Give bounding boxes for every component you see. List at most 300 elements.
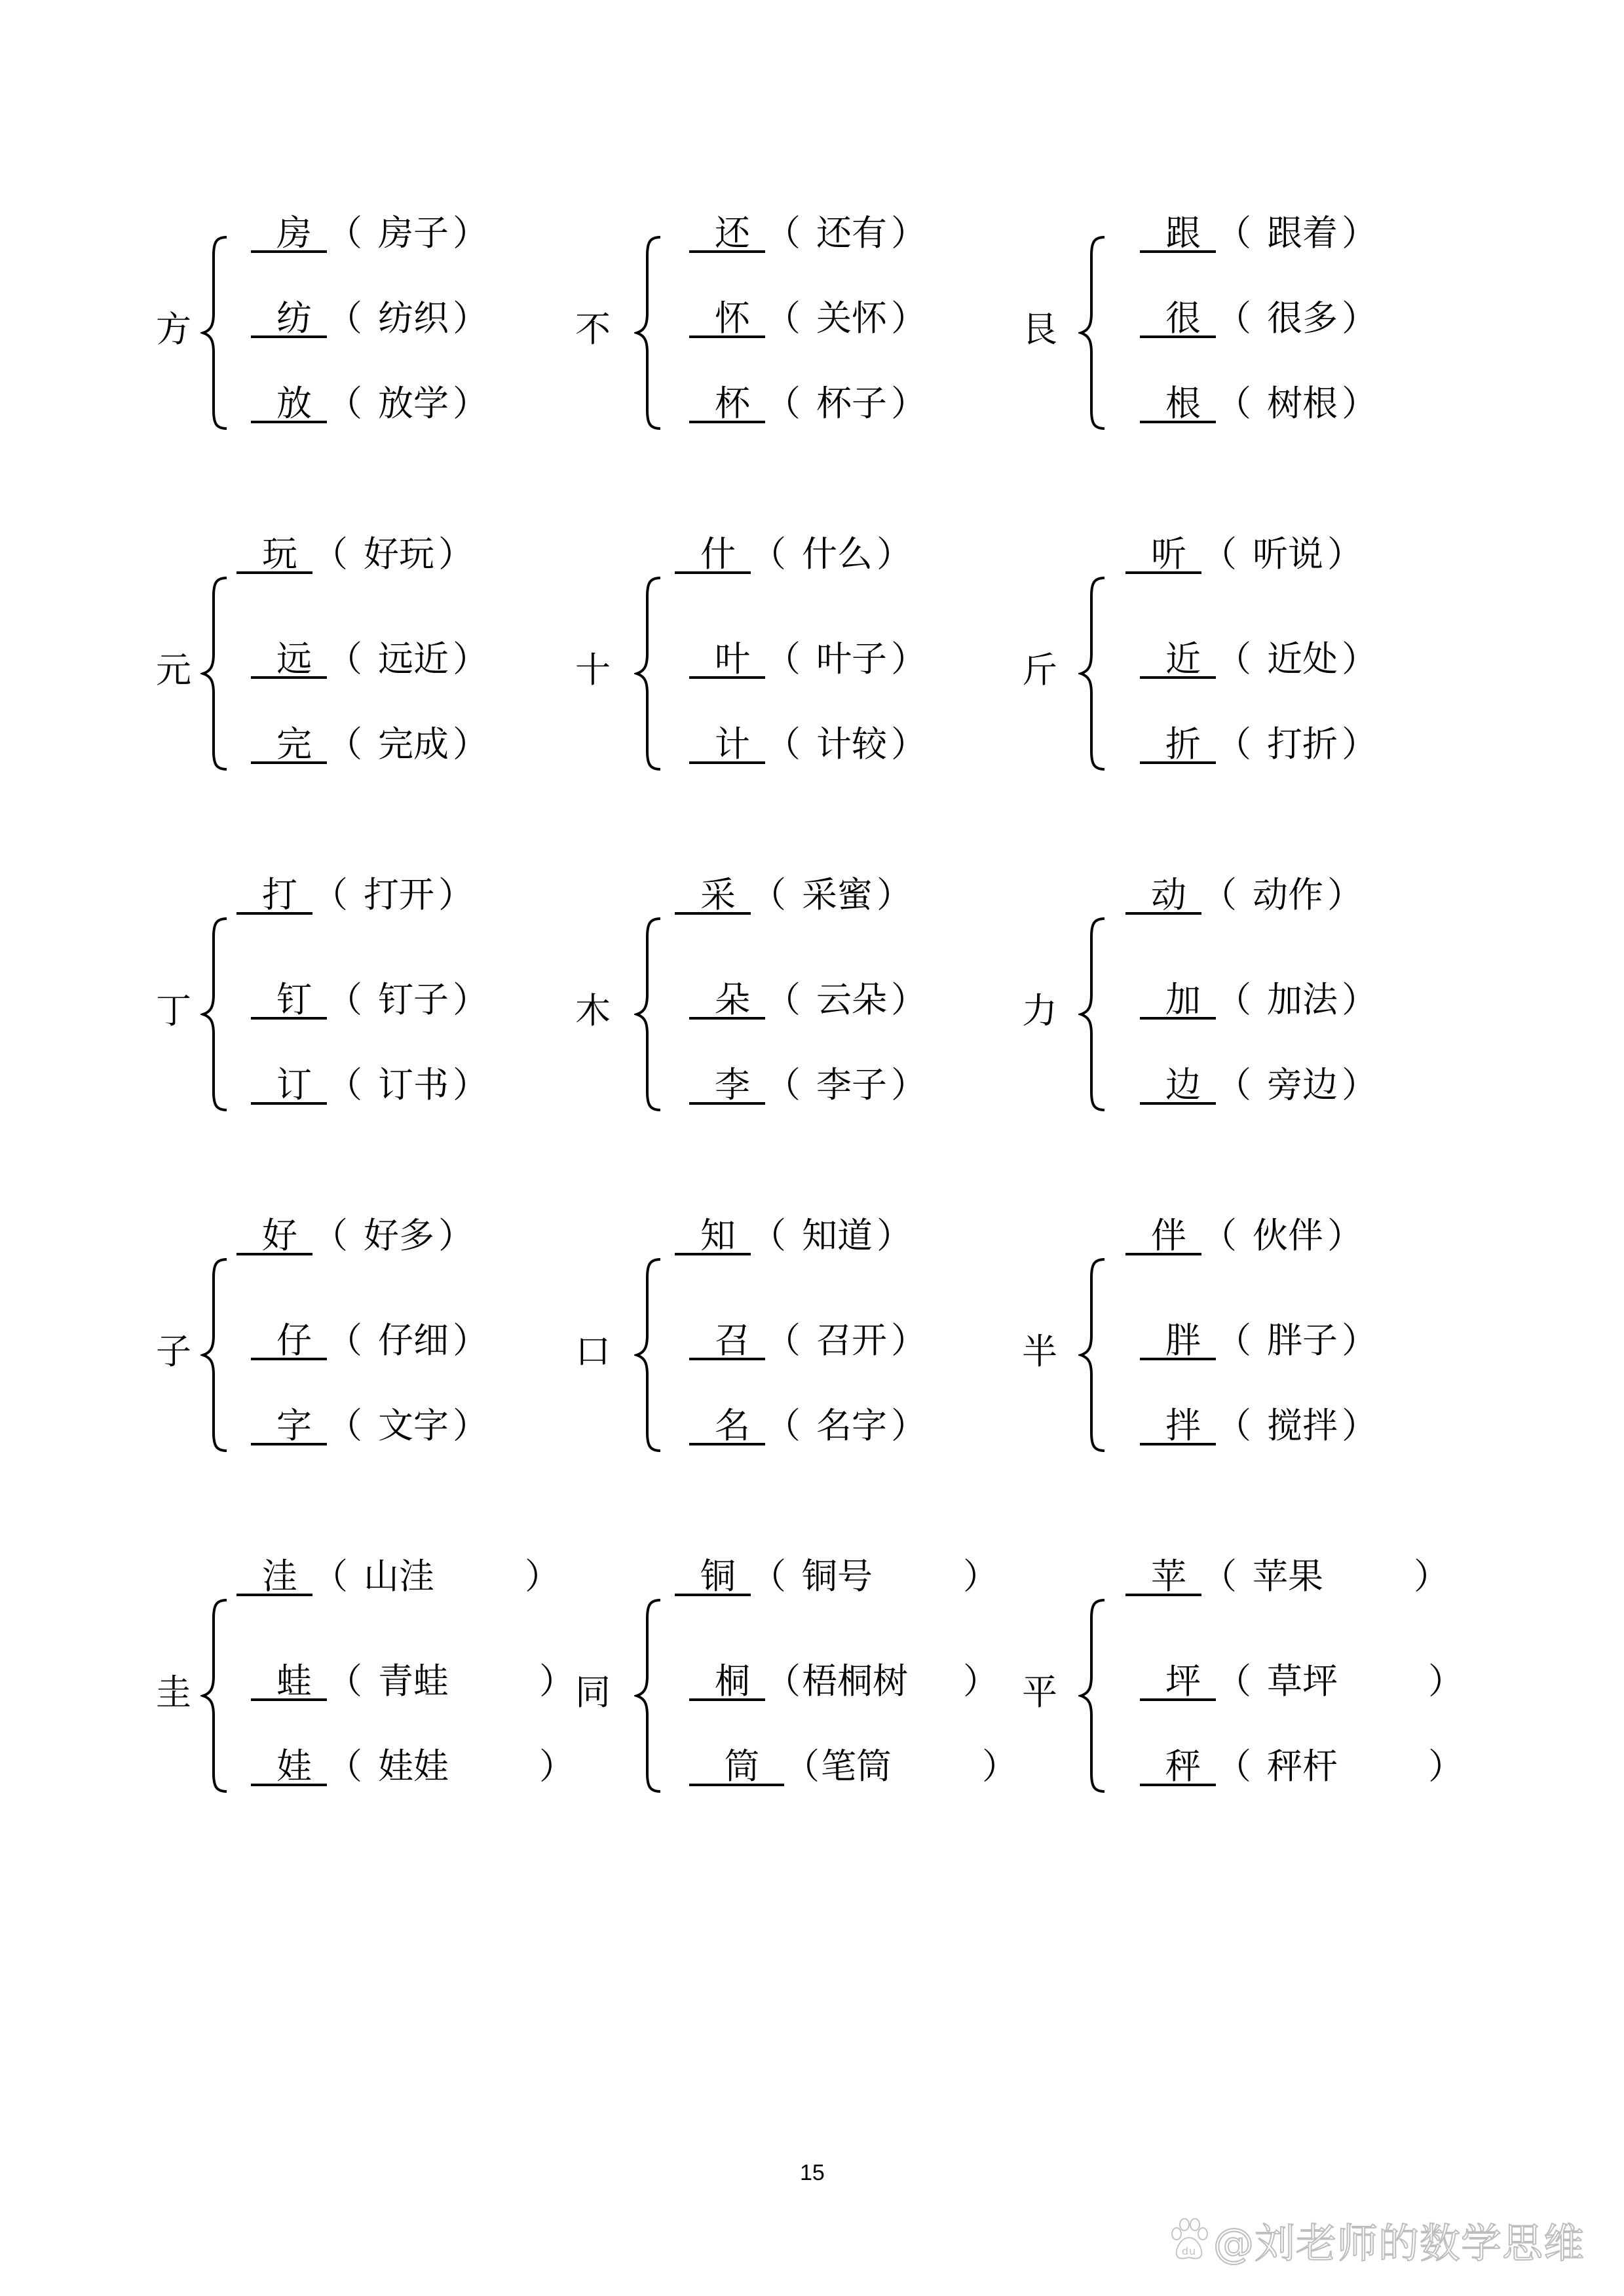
answer-blank[interactable]	[689, 1748, 784, 1786]
example-word: 娃娃	[378, 1746, 449, 1787]
answer-char: 边	[1165, 1064, 1201, 1105]
answer-char: 筒	[724, 1746, 760, 1787]
answer-blank[interactable]	[1140, 638, 1216, 679]
answer-blank[interactable]	[689, 1064, 765, 1105]
answer-blank[interactable]	[236, 1217, 312, 1255]
word-entry	[1140, 1660, 1463, 1702]
word-entry	[689, 1064, 926, 1106]
example-word: 胖子	[1267, 1320, 1338, 1361]
word-entry	[689, 1322, 924, 1362]
answer-char: 什	[700, 533, 736, 575]
open-paren: （	[1216, 1746, 1251, 1787]
open-paren: （	[312, 533, 348, 575]
word-entry	[1140, 979, 1377, 1021]
answer-blank[interactable]	[1125, 1217, 1201, 1255]
open-paren: （	[1201, 1556, 1237, 1597]
word-entry	[689, 1660, 998, 1702]
open-paren: （	[784, 1746, 820, 1787]
answer-char: 放	[276, 383, 312, 424]
close-paren: ）	[1342, 638, 1377, 679]
answer-blank[interactable]	[689, 638, 765, 679]
open-paren: （	[751, 1556, 786, 1597]
open-paren: （	[765, 1405, 801, 1446]
answer-blank[interactable]	[251, 638, 327, 679]
open-paren: （	[327, 297, 362, 339]
radical-char: 十	[575, 649, 611, 691]
close-paren: ）	[1428, 1660, 1463, 1702]
close-paren: ）	[891, 1320, 926, 1361]
answer-blank[interactable]	[1140, 723, 1216, 765]
open-paren: （	[1216, 723, 1251, 765]
close-paren: ）	[1342, 1405, 1377, 1446]
left-brace-icon	[1078, 577, 1107, 771]
example-word: 动作	[1253, 874, 1323, 915]
close-paren: ）	[891, 212, 926, 254]
example-word: 好玩	[364, 533, 434, 575]
example-word: 纺织	[378, 297, 449, 339]
answer-char: 怀	[715, 297, 750, 339]
example-word: 钉子	[378, 979, 449, 1020]
radical-char: 木	[575, 990, 611, 1031]
word-entry	[251, 1405, 488, 1447]
answer-blank[interactable]	[251, 1660, 327, 1702]
example-word: 叶子	[816, 638, 887, 679]
answer-blank[interactable]	[1140, 212, 1216, 254]
example-word: 草坪	[1267, 1660, 1338, 1702]
open-paren: （	[312, 1556, 348, 1597]
open-paren: （	[327, 1320, 362, 1361]
answer-blank[interactable]	[689, 979, 765, 1020]
open-paren: （	[327, 383, 362, 424]
example-word: 订书	[378, 1064, 449, 1105]
open-paren: （	[1216, 979, 1251, 1020]
answer-char: 苹	[1151, 1556, 1186, 1597]
answer-blank[interactable]	[675, 874, 751, 915]
close-paren: ）	[438, 874, 474, 915]
answer-char: 计	[715, 723, 750, 765]
answer-blank[interactable]	[689, 297, 765, 339]
close-paren: ）	[1342, 979, 1377, 1020]
example-word: 好多	[364, 1215, 434, 1256]
open-paren: （	[1201, 1215, 1237, 1256]
radical-char: 斤	[1022, 649, 1057, 691]
example-word: 梧桐树	[802, 1660, 908, 1702]
example-word: 旁边	[1267, 1064, 1338, 1105]
open-paren: （	[327, 1660, 362, 1702]
answer-blank[interactable]	[689, 212, 765, 254]
left-brace-icon	[634, 1258, 663, 1452]
answer-char: 李	[715, 1064, 750, 1105]
left-brace-icon	[200, 1599, 229, 1793]
example-word: 苹果	[1253, 1556, 1323, 1597]
left-brace-icon	[634, 1599, 663, 1793]
open-paren: （	[765, 1320, 801, 1361]
close-paren: ）	[891, 383, 926, 424]
word-entry	[675, 874, 912, 916]
example-word: 笔筒	[821, 1746, 892, 1787]
open-paren: （	[765, 212, 801, 254]
example-word: 云朵	[816, 979, 887, 1020]
close-paren: ）	[525, 1556, 560, 1597]
radical-group-0	[156, 212, 562, 431]
answer-char: 远	[276, 638, 312, 679]
word-entry	[1140, 297, 1377, 339]
word-entry	[1125, 1215, 1363, 1257]
close-paren: ）	[1342, 1320, 1377, 1361]
close-paren: ）	[1342, 723, 1377, 765]
answer-blank[interactable]	[1140, 1064, 1216, 1105]
example-word: 秤杆	[1267, 1746, 1338, 1787]
example-word: 山洼	[364, 1556, 434, 1597]
answer-char: 胖	[1165, 1320, 1201, 1361]
answer-blank[interactable]	[251, 1407, 327, 1445]
open-paren: （	[765, 1064, 801, 1105]
answer-blank[interactable]	[689, 723, 765, 765]
radical-group-7	[575, 874, 981, 1113]
example-word: 很多	[1267, 297, 1338, 339]
word-entry	[675, 1558, 996, 1598]
watermark	[1169, 2213, 1585, 2266]
open-paren: （	[765, 979, 801, 1020]
close-paren: ）	[1428, 1746, 1463, 1787]
baidu-paw-icon	[1169, 2217, 1209, 2263]
word-entry	[1140, 1748, 1461, 1788]
answer-blank[interactable]	[236, 874, 312, 915]
close-paren: ）	[891, 979, 926, 1020]
example-word: 放学	[378, 383, 449, 424]
word-entry	[1140, 383, 1377, 425]
answer-blank[interactable]	[1125, 874, 1201, 915]
example-word: 打折	[1267, 723, 1338, 765]
radical-group-12	[156, 1556, 575, 1794]
answer-blank[interactable]	[1140, 1748, 1216, 1786]
open-paren: （	[1216, 1320, 1251, 1361]
word-entry	[236, 874, 474, 916]
left-brace-icon	[1078, 1599, 1107, 1793]
answer-blank[interactable]	[689, 1322, 765, 1360]
close-paren: ）	[438, 533, 474, 575]
word-entry	[1140, 723, 1377, 765]
close-paren: ）	[453, 979, 488, 1020]
example-word: 关怀	[816, 297, 887, 339]
answer-char: 伴	[1151, 1215, 1186, 1256]
radical-char: 不	[575, 309, 611, 350]
radical-char: 圭	[156, 1672, 191, 1713]
answer-char: 跟	[1165, 212, 1201, 254]
close-paren: ）	[877, 533, 912, 575]
close-paren: ）	[877, 874, 912, 915]
radical-group-4	[575, 533, 981, 772]
answer-blank[interactable]	[251, 1064, 327, 1105]
answer-blank[interactable]	[236, 533, 312, 575]
answer-char: 蛙	[276, 1660, 312, 1702]
example-word: 跟着	[1267, 212, 1338, 254]
word-entry	[251, 723, 488, 765]
answer-char: 订	[276, 1064, 312, 1105]
word-entry	[236, 533, 474, 575]
close-paren: ）	[1342, 212, 1377, 254]
word-entry	[251, 212, 488, 254]
open-paren: （	[765, 723, 801, 765]
radical-group-8	[1022, 874, 1428, 1113]
word-entry	[689, 385, 924, 425]
answer-char: 近	[1165, 638, 1201, 679]
example-word: 房子	[378, 212, 449, 254]
answer-char: 很	[1165, 297, 1201, 339]
answer-blank[interactable]	[1140, 1660, 1216, 1702]
example-word: 李子	[816, 1064, 887, 1105]
answer-char: 拌	[1165, 1405, 1201, 1446]
radical-char: 平	[1022, 1672, 1057, 1713]
answer-blank[interactable]	[1140, 385, 1216, 423]
left-brace-icon	[200, 236, 229, 430]
example-word: 打开	[364, 874, 434, 915]
radical-group-5	[1022, 533, 1428, 772]
close-paren: ）	[453, 383, 488, 424]
radical-char: 力	[1022, 990, 1057, 1031]
answer-char: 坪	[1165, 1660, 1201, 1702]
word-entry	[689, 979, 926, 1021]
answer-blank[interactable]	[675, 533, 751, 575]
open-paren: （	[327, 1746, 362, 1787]
word-entry	[1140, 212, 1377, 254]
example-word: 听说	[1253, 533, 1323, 575]
close-paren: ）	[453, 297, 488, 339]
word-entry	[1140, 1320, 1377, 1362]
radical-char: 元	[156, 649, 191, 691]
open-paren: （	[327, 1064, 362, 1105]
svg-text:du: du	[1181, 2245, 1197, 2257]
left-brace-icon	[634, 577, 663, 771]
open-paren: （	[1216, 1660, 1251, 1702]
close-paren: ）	[539, 1746, 575, 1787]
word-entry	[1140, 1405, 1377, 1447]
example-word: 伙伴	[1253, 1215, 1323, 1256]
open-paren: （	[765, 383, 801, 424]
close-paren: ）	[1327, 874, 1363, 915]
answer-char: 听	[1151, 533, 1186, 575]
close-paren: ）	[982, 1746, 1017, 1787]
example-word: 采蜜	[802, 874, 873, 915]
open-paren: （	[765, 297, 801, 339]
answer-char: 折	[1165, 723, 1201, 765]
answer-char: 召	[715, 1320, 750, 1361]
answer-blank[interactable]	[251, 297, 327, 339]
open-paren: （	[1216, 1405, 1251, 1446]
answer-char: 叶	[715, 638, 750, 679]
answer-char: 秤	[1165, 1746, 1201, 1787]
word-entry	[236, 1215, 474, 1257]
example-word: 计较	[816, 723, 887, 765]
close-paren: ）	[1342, 1064, 1377, 1105]
close-paren: ）	[1342, 297, 1377, 339]
word-entry	[251, 1660, 575, 1702]
word-entry	[1125, 874, 1363, 916]
close-paren: ）	[963, 1556, 998, 1597]
word-entry	[251, 1320, 488, 1362]
answer-blank[interactable]	[251, 385, 327, 423]
left-brace-icon	[200, 917, 229, 1111]
open-paren: （	[751, 874, 786, 915]
example-word: 召开	[816, 1320, 887, 1361]
example-word: 完成	[378, 723, 449, 765]
close-paren: ）	[891, 1405, 926, 1446]
answer-blank[interactable]	[251, 723, 327, 765]
answer-blank[interactable]	[689, 1407, 765, 1445]
radical-group-2	[1022, 212, 1428, 431]
close-paren: ）	[539, 1660, 575, 1702]
radical-char: 方	[156, 309, 191, 350]
radical-char: 子	[156, 1331, 191, 1372]
example-word: 树根	[1267, 383, 1338, 424]
radical-char: 丁	[156, 990, 191, 1031]
example-word: 文字	[378, 1405, 449, 1446]
close-paren: ）	[963, 1660, 998, 1702]
example-word: 知道	[802, 1215, 873, 1256]
open-paren: （	[327, 212, 362, 254]
answer-char: 好	[262, 1215, 297, 1256]
answer-char: 采	[700, 874, 736, 915]
answer-char: 朵	[715, 979, 750, 1020]
left-brace-icon	[634, 236, 663, 430]
answer-char: 还	[715, 212, 750, 254]
word-entry	[1125, 533, 1363, 575]
answer-char: 知	[700, 1215, 736, 1256]
answer-blank[interactable]	[675, 1558, 751, 1596]
word-entry	[675, 1215, 912, 1257]
word-entry	[251, 638, 488, 680]
word-entry	[689, 638, 926, 680]
radical-group-6	[156, 874, 562, 1113]
open-paren: （	[312, 1215, 348, 1256]
open-paren: （	[312, 874, 348, 915]
radical-group-9	[156, 1215, 562, 1453]
radical-group-1	[575, 212, 981, 431]
word-entry	[251, 297, 488, 339]
answer-blank[interactable]	[689, 385, 765, 423]
close-paren: ）	[891, 638, 926, 679]
close-paren: ）	[453, 723, 488, 765]
open-paren: （	[1216, 297, 1251, 339]
answer-char: 纺	[276, 297, 312, 339]
word-entry	[1125, 1556, 1449, 1598]
answer-char: 根	[1165, 383, 1201, 424]
watermark-text: @刘老师的数学思维	[1213, 2219, 1585, 2267]
word-entry	[675, 533, 912, 575]
word-entry	[236, 1556, 560, 1598]
answer-blank[interactable]	[251, 979, 327, 1020]
answer-blank[interactable]	[251, 212, 327, 254]
answer-char: 娃	[276, 1746, 312, 1787]
radical-group-13	[575, 1556, 1017, 1794]
word-entry	[689, 1748, 1015, 1788]
example-word: 还有	[816, 212, 887, 254]
answer-blank[interactable]	[1140, 297, 1216, 339]
close-paren: ）	[877, 1215, 912, 1256]
answer-char: 加	[1165, 979, 1201, 1020]
answer-char: 玩	[262, 533, 297, 575]
open-paren: （	[327, 723, 362, 765]
radical-group-14	[1022, 1556, 1463, 1794]
close-paren: ）	[438, 1215, 474, 1256]
answer-char: 仔	[276, 1320, 312, 1361]
left-brace-icon	[200, 577, 229, 771]
radical-char: 口	[575, 1331, 611, 1372]
open-paren: （	[765, 638, 801, 679]
example-word: 远近	[378, 638, 449, 679]
answer-blank[interactable]	[251, 1748, 327, 1786]
answer-blank[interactable]	[251, 1322, 327, 1360]
close-paren: ）	[453, 638, 488, 679]
radical-char: 同	[575, 1672, 611, 1713]
open-paren: （	[327, 638, 362, 679]
word-entry	[251, 1746, 575, 1788]
close-paren: ）	[453, 212, 488, 254]
answer-blank[interactable]	[1140, 1322, 1216, 1360]
answer-blank[interactable]	[1125, 533, 1201, 575]
open-paren: （	[751, 533, 786, 575]
close-paren: ）	[891, 723, 926, 765]
radical-group-3	[156, 533, 562, 772]
open-paren: （	[751, 1215, 786, 1256]
open-paren: （	[1216, 1064, 1251, 1105]
close-paren: ）	[1327, 533, 1363, 575]
left-brace-icon	[634, 917, 663, 1111]
close-paren: ）	[1414, 1556, 1449, 1597]
word-entry	[251, 383, 488, 425]
answer-char: 打	[262, 874, 297, 915]
example-word: 加法	[1267, 979, 1338, 1020]
answer-blank[interactable]	[1140, 979, 1216, 1020]
open-paren: （	[765, 1660, 801, 1702]
example-word: 杯子	[816, 383, 887, 424]
answer-blank[interactable]	[689, 1660, 765, 1702]
open-paren: （	[327, 1405, 362, 1446]
answer-blank[interactable]	[675, 1217, 751, 1255]
example-word: 什么	[802, 533, 873, 575]
open-paren: （	[1201, 874, 1237, 915]
example-word: 仔细	[378, 1320, 449, 1361]
open-paren: （	[1216, 383, 1251, 424]
answer-blank[interactable]	[1140, 1407, 1216, 1445]
word-entry	[689, 297, 926, 339]
close-paren: ）	[453, 1320, 488, 1361]
answer-char: 洼	[262, 1556, 297, 1597]
radical-char: 半	[1022, 1331, 1057, 1372]
close-paren: ）	[453, 1064, 488, 1105]
close-paren: ）	[1327, 1215, 1363, 1256]
example-word: 近处	[1267, 638, 1338, 679]
answer-blank[interactable]	[1125, 1558, 1201, 1596]
open-paren: （	[1216, 212, 1251, 254]
answer-char: 钉	[276, 979, 312, 1020]
answer-char: 房	[276, 212, 312, 254]
example-word: 搅拌	[1267, 1405, 1338, 1446]
open-paren: （	[1216, 638, 1251, 679]
word-entry	[1140, 1064, 1377, 1106]
answer-char: 杯	[715, 383, 750, 424]
word-entry	[251, 1064, 488, 1106]
radical-group-10	[575, 1215, 981, 1453]
example-word: 铜号	[802, 1556, 873, 1597]
answer-char: 字	[276, 1405, 312, 1446]
open-paren: （	[1201, 533, 1237, 575]
answer-blank[interactable]	[236, 1558, 312, 1596]
answer-char: 桐	[715, 1660, 750, 1702]
left-brace-icon	[200, 1258, 229, 1452]
left-brace-icon	[1078, 917, 1107, 1111]
answer-char: 名	[715, 1405, 750, 1446]
